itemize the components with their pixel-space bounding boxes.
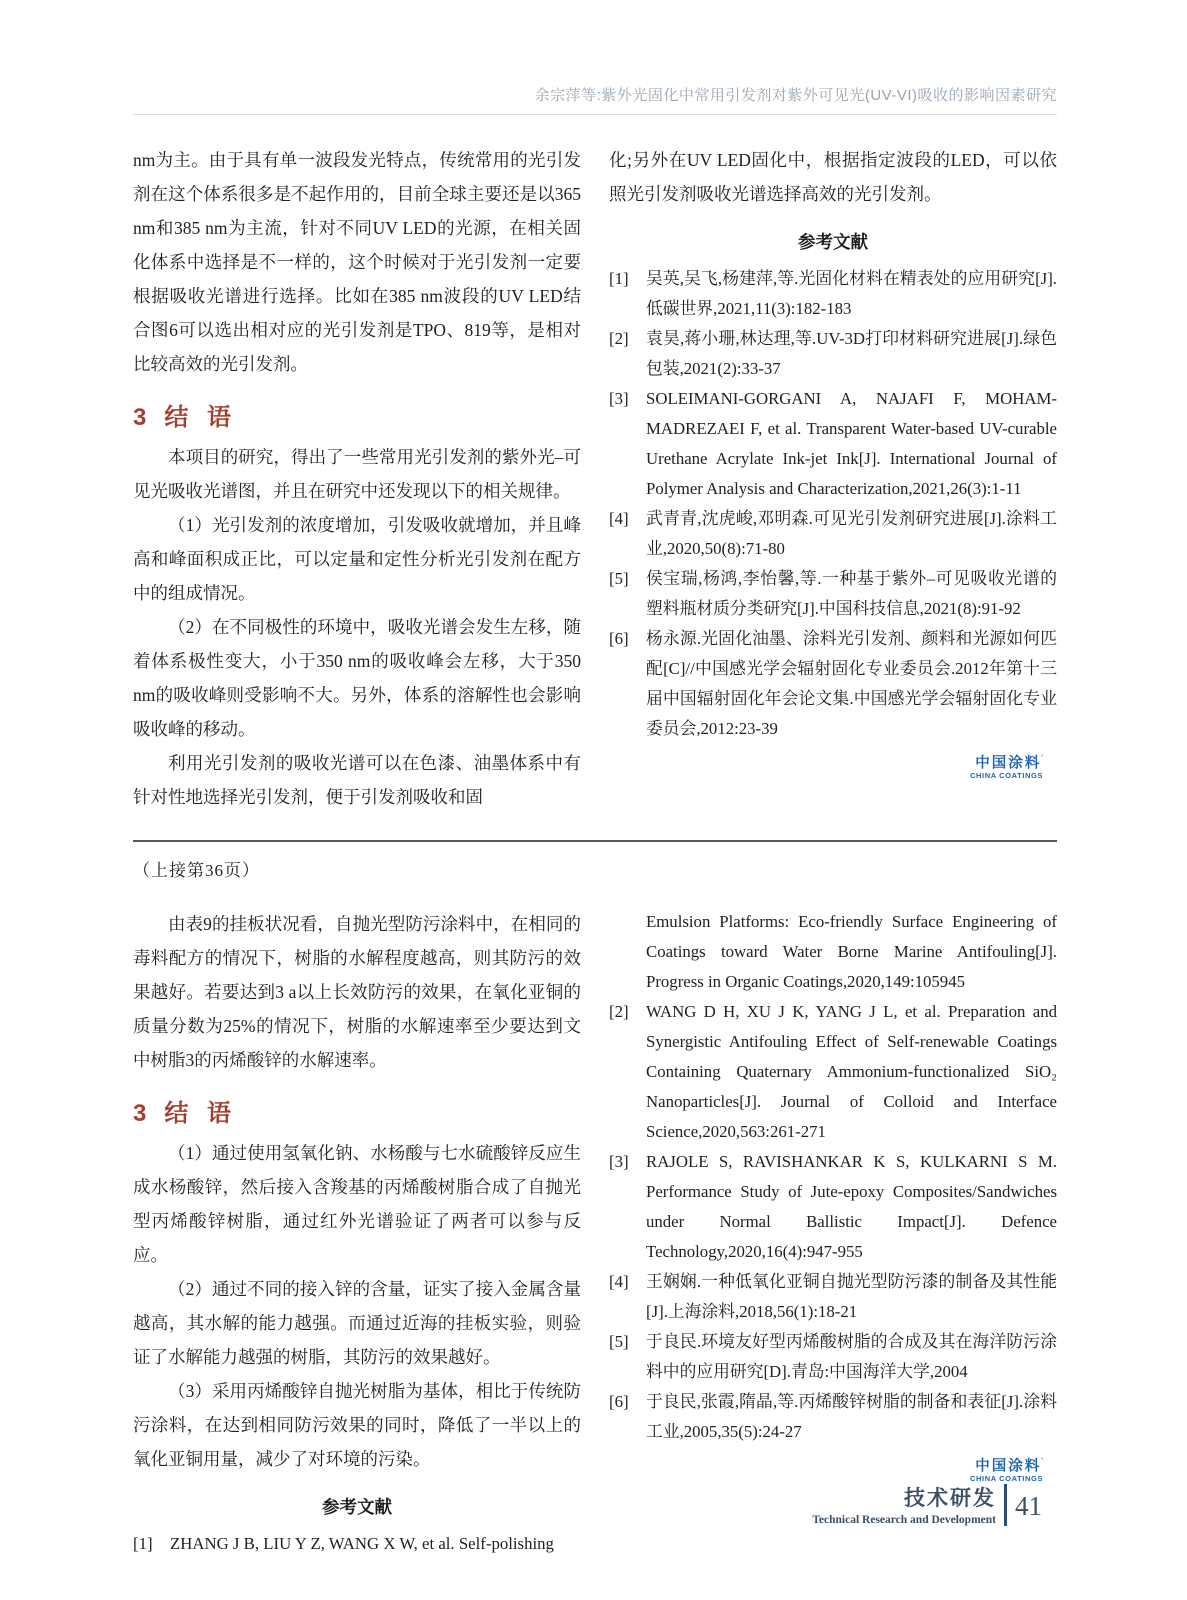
footer-section-block (812, 1482, 996, 1526)
section-heading (133, 397, 581, 432)
section-title: 结 语 (164, 404, 238, 431)
logo-text-cn: 中国涂料 (975, 755, 1042, 772)
reference-item (609, 264, 1057, 324)
logo-mark: ' (1041, 1456, 1043, 1466)
journal-page (133, 84, 1057, 1559)
body-paragraph: （2）通过不同的接入锌的含量，证实了接入金属含量越高，其水解的能力越强。而通过近海的挂板实验，则验证了水解能力越强的树脂，其防污的效果越好。 (133, 1279, 581, 1367)
article-uv-photoinitiator (133, 143, 1057, 814)
china-coatings-logo (609, 754, 1057, 781)
reference-text: 于良民.环境友好型丙烯酸树脂的合成及其在海洋防污涂料中的应用研究[D].青岛:中国海洋大学,2004 (646, 1332, 1057, 1381)
reference-text: 袁昊,蒋小珊,林达理,等.UV-3D打印材料研究进展[J].绿色包装,2021(2):33-37 (646, 329, 1057, 378)
reference-item (609, 1267, 1057, 1327)
article1-left-column (133, 143, 581, 814)
reference-number: [1] (609, 269, 629, 288)
reference-number: [3] (609, 389, 629, 408)
body-paragraph: （1）光引发剂的浓度增加，引发吸收就增加，并且峰高和峰面积成正比，可以定量和定性分析光引发剂在配方中的组成情况。 (133, 515, 581, 603)
body-paragraph: 由表9的挂板状况看，自抛光型防污涂料中，在相同的毒料配方的情况下，树脂的水解程度越高，则其防污的效果越好。若要达到3 a以上长效防污的效果，在氧化亚铜的质量分数为25%的情况下，树脂的水解速率至少要达到文中树脂3的丙烯酸锌的水解速率。 (133, 914, 581, 1070)
reference-number: [2] (609, 1002, 629, 1021)
reference-number: [3] (609, 1152, 629, 1171)
reference-text: 侯宝瑞,杨鸿,李怡馨,等.一种基于紫外–可见吸收光谱的塑料瓶材质分类研究[J].中国科技信息,2021(8):91-92 (646, 569, 1057, 618)
reference-item (609, 384, 1057, 504)
page-number: 41 (1015, 1491, 1042, 1521)
references-list (609, 907, 1057, 1447)
reference-item (609, 1387, 1057, 1447)
reference-number: [2] (609, 329, 629, 348)
footer-section-en: Technical Research and Development (812, 1514, 996, 1526)
reference-item (609, 1147, 1057, 1267)
reference-text: Emulsion Platforms: Eco-friendly Surface Engineering of Coatings toward Water Borne Marine Antifouling[J]. Progress in Organic Coatings,2020,149:105945 (646, 912, 1057, 991)
china-coatings-logo (609, 1457, 1057, 1484)
reference-text: SOLEIMANI-GORGANI A, NAJAFI F, MOHAM-MADREZAEI F, et al. Transparent Water-based UV-curable Urethane Acrylate Ink-jet Ink[J]. International Journal of Polymer Analysis and Characterization,2021,26(3):1-11 (646, 389, 1057, 498)
logo-text-en: CHINA COATINGS (970, 1474, 1043, 1484)
section-number: 3 (133, 1100, 147, 1127)
reference-number: [4] (609, 509, 629, 528)
logo-mark: ' (1041, 753, 1043, 763)
footer-divider-bar (1004, 1484, 1007, 1526)
article2-left-column (133, 907, 581, 1559)
reference-item (609, 624, 1057, 744)
section-number: 3 (133, 404, 147, 431)
body-paragraph: 本项目的研究，得出了一些常用光引发剂的紫外光–可见光吸收光谱图，并且在研究中还发现以下的相关规律。 (133, 447, 581, 501)
header-divider (133, 114, 1057, 115)
logo-text-cn: 中国涂料 (975, 1458, 1042, 1475)
logo-text-en: CHINA COATINGS (970, 771, 1043, 781)
body-paragraph: （1）通过使用氢氧化钠、水杨酸与七水硫酸锌反应生成水杨酸锌，然后接入含羧基的丙烯酸树脂合成了自抛光型丙烯酸锌树脂，通过红外光谱验证了两者可以参与反应。 (133, 1143, 581, 1265)
body-paragraph: 利用光引发剂的吸收光谱可以在色漆、油墨体系中有针对性地选择光引发剂，便于引发剂吸收和固 (133, 753, 581, 807)
article-antifouling (133, 907, 1057, 1559)
body-paragraph: （3）采用丙烯酸锌自抛光树脂为基体，相比于传统防污涂料，在达到相同防污效果的同时，降低了一半以上的氧化亚铜用量，减少了对环境的污染。 (133, 1381, 581, 1469)
reference-text: 武青青,沈虎峻,邓明森.可见光引发剂研究进展[J].涂料工业,2020,50(8):71-80 (646, 509, 1057, 558)
section-heading (133, 1093, 581, 1128)
reference-item (609, 1327, 1057, 1387)
article2-right-column (609, 907, 1057, 1559)
page-footer (812, 1482, 1042, 1526)
body-paragraph: 化;另外在UV LED固化中，根据指定波段的LED，可以依照光引发剂吸收光谱选择高效的光引发剂。 (609, 150, 1057, 204)
reference-text: RAJOLE S, RAVISHANKAR K S, KULKARNI S M. Performance Study of Jute-epoxy Composites/Sandwiches under Normal Ballistic Impact[J]. Defence Technology,2020,16(4):947-955 (646, 1152, 1057, 1261)
reference-item (609, 504, 1057, 564)
reference-number: [5] (609, 1332, 629, 1351)
reference-number: [1] (133, 1534, 153, 1553)
reference-text: 于良民,张霞,隋晶,等.丙烯酸锌树脂的制备和表征[J].涂料工业,2005,35(5):24-27 (646, 1392, 1057, 1441)
reference-text: ZHANG J B, LIU Y Z, WANG X W, et al. Self-polishing (170, 1534, 554, 1553)
references-heading: 参考文献 (322, 1497, 392, 1517)
references-list (133, 1529, 581, 1559)
reference-item (609, 324, 1057, 384)
body-paragraph: nm为主。由于具有单一波段发光特点，传统常用的光引发剂在这个体系很多是不起作用的，目前全球主要还是以365 nm和385 nm为主流，针对不同UV LED的光源，在相关固化体系中选择是不一样的，这个时候对于光引发剂一定要根据吸收光谱进行选择。比如在385 nm波段的UV LED结合图6可以选出相对应的光引发剂是TPO、819等，是相对比较高效的光引发剂。 (133, 150, 581, 374)
running-header: 余宗萍等:紫外光固化中常用引发剂对紫外可见光(UV-VI)吸收的影响因素研究 (534, 87, 1057, 104)
reference-text: 杨永源.光固化油墨、涂料光引发剂、颜料和光源如何匹配[C]//中国感光学会辐射固化专业委员会.2012年第十三届中国辐射固化年会论文集.中国感光学会辐射固化专业委员会,2012:23-39 (646, 629, 1057, 738)
reference-text: 吴英,吴飞,杨建萍,等.光固化材料在精表处的应用研究[J].低碳世界,2021,11(3):182-183 (646, 269, 1057, 318)
section-divider (133, 840, 1057, 842)
reference-item (609, 564, 1057, 624)
article1-right-column (609, 143, 1057, 814)
body-paragraph: （2）在不同极性的环境中，吸收光谱会发生左移，随着体系极性变大，小于350 nm的吸收峰会左移，大于350 nm的吸收峰则受影响不大。另外，体系的溶解性也会影响吸收峰的移动。 (133, 617, 581, 739)
references-heading: 参考文献 (798, 232, 868, 252)
reference-text: 王娴娴.一种低氧化亚铜自抛光型防污漆的制备及其性能[J].上海涂料,2018,56(1):18-21 (646, 1272, 1057, 1321)
continuation-note: （上接第36页） (133, 861, 260, 880)
reference-item (609, 997, 1057, 1147)
reference-number: [6] (609, 629, 629, 648)
references-list (609, 264, 1057, 744)
reference-number: [5] (609, 569, 629, 588)
reference-number: [4] (609, 1272, 629, 1291)
footer-section-cn: 技术研发 (904, 1487, 996, 1510)
reference-item-continued (609, 907, 1057, 997)
reference-item (133, 1529, 581, 1559)
section-title: 结 语 (164, 1100, 238, 1127)
reference-text: WANG D H, XU J K, YANG J L, et al. Preparation and Synergistic Antifouling Effect of Self-renewable Coatings Containing Quaternary Ammonium-functionalized SiO₂ Nanoparticles[J]. Journal of Colloid and Interface Science,2020,563:261-271 (646, 1002, 1057, 1141)
reference-number: [6] (609, 1392, 629, 1411)
